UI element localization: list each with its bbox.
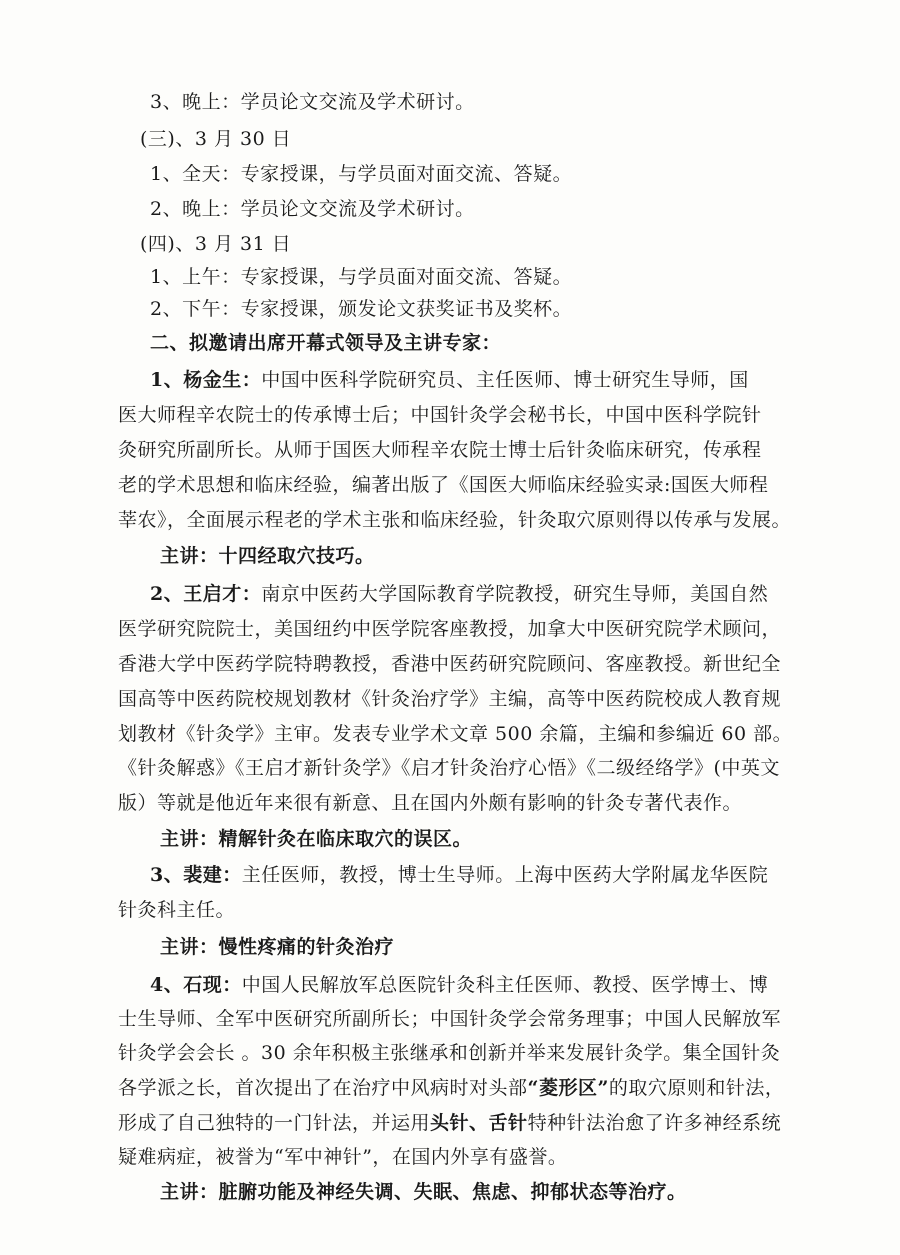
expert-paragraph-line: 疑难病症，被誉为“军中神针”，在国内外享有盛誉。 [118,1146,568,1168]
expert-lecture: 主讲：十四经取穴技巧。 [160,545,375,567]
expert-paragraph-line: 灸研究所副所长。从师于国医大师程辛农院士博士后针灸临床研究，传承程 [118,439,762,461]
schedule-day-heading: (三)、3 月 30 日 [140,128,292,150]
expert-lecture: 主讲：慢性疼痛的针灸治疗 [160,936,395,958]
expert-paragraph-line: 士生导师、全军中医研究所副所长；中国针灸学会常务理事；中国人民解放军 [118,1008,782,1030]
expert-name: 1、杨金生： [150,369,262,391]
expert-name: 2、王启才： [150,583,262,605]
expert-name: 4、石现： [150,974,242,996]
expert-lecture: 主讲：脏腑功能及神经失调、失眠、焦虑、抑郁状态等治疗。 [160,1181,687,1203]
expert-paragraph-line: 《针灸解惑》《王启才新针灸学》《启才针灸治疗心悟》《二级经络学》(中英文 [118,757,780,779]
expert-paragraph-line: 国高等中医药院校规划教材《针灸治疗学》主编，高等中医药院校成人教育规 [118,688,782,710]
expert-paragraph-line: 针灸科主任。 [118,899,236,921]
expert-lecture: 主讲：精解针灸在临床取穴的误区。 [160,828,473,850]
expert-paragraph-line: 各学派之长，首次提出了在治疗中风病时对头部“菱形区”的取穴原则和针法， [118,1077,785,1099]
schedule-line: 2、晚上：学员论文交流及学术研讨。 [150,198,475,220]
section-heading: 二、拟邀请出席开幕式领导及主讲专家： [150,332,502,354]
schedule-line: 1、全天：专家授课，与学员面对面交流、答疑。 [150,163,573,185]
expert-paragraph-line: 1、杨金生：中国中医科学院研究员、主任医师、博士研究生导师，国 [150,369,749,391]
schedule-line: 2、下午：专家授课，颁发论文获奖证书及奖杯。 [150,298,573,320]
expert-paragraph-line: 3、裴建：主任医师，教授，博士生导师。上海中医药大学附属龙华医院 [150,864,769,886]
expert-paragraph-line: 香港大学中医药学院特聘教授，香港中医药研究院顾问、客座教授。新世纪全 [118,653,782,675]
expert-paragraph-line: 医大师程辛农院士的传承博士后；中国针灸学会秘书长，中国中医科学院针 [118,404,762,426]
expert-paragraph-line: 老的学术思想和临床经验，编著出版了《国医大师临床经验实录:国医大师程 [118,474,769,496]
expert-paragraph-line: 版）等就是他近年来很有新意、且在国内外颇有影响的针灸专著代表作。 [118,792,743,814]
expert-paragraph-line: 医学研究院院士，美国纽约中医学院客座教授，加拿大中医研究院学术顾问， [118,618,782,640]
schedule-day-heading: (四)、3 月 31 日 [140,233,292,255]
highlight-term: 头针 [430,1112,470,1134]
expert-paragraph-line: 形成了自己独特的一门针法，并运用头针、舌针特种针法治愈了许多神经系统 [118,1112,782,1134]
expert-paragraph-line: 莘农》，全面展示程老的学术主张和临床经验，针灸取穴原则得以传承与发展。 [118,509,792,531]
expert-paragraph-line: 针灸学会会长 。30 余年积极主张继承和创新并举来发展针灸学。集全国针灸 [118,1042,781,1064]
expert-name: 3、裴建： [150,864,242,886]
expert-paragraph-line: 划教材《针灸学》主审。发表专业学术文章 500 余篇，主编和参编近 60 部。 [118,723,793,745]
expert-paragraph-line: 4、石现：中国人民解放军总医院针灸科主任医师、教授、医学博士、博 [150,974,769,996]
schedule-line: 1、上午：专家授课，与学员面对面交流、答疑。 [150,266,573,288]
highlight-term: 舌针 [488,1112,528,1134]
highlight-term: “菱形区” [527,1077,609,1099]
expert-paragraph-line: 2、王启才：南京中医药大学国际教育学院教授，研究生导师，美国自然 [150,583,769,605]
schedule-line: 3、晚上：学员论文交流及学术研讨。 [150,91,475,113]
